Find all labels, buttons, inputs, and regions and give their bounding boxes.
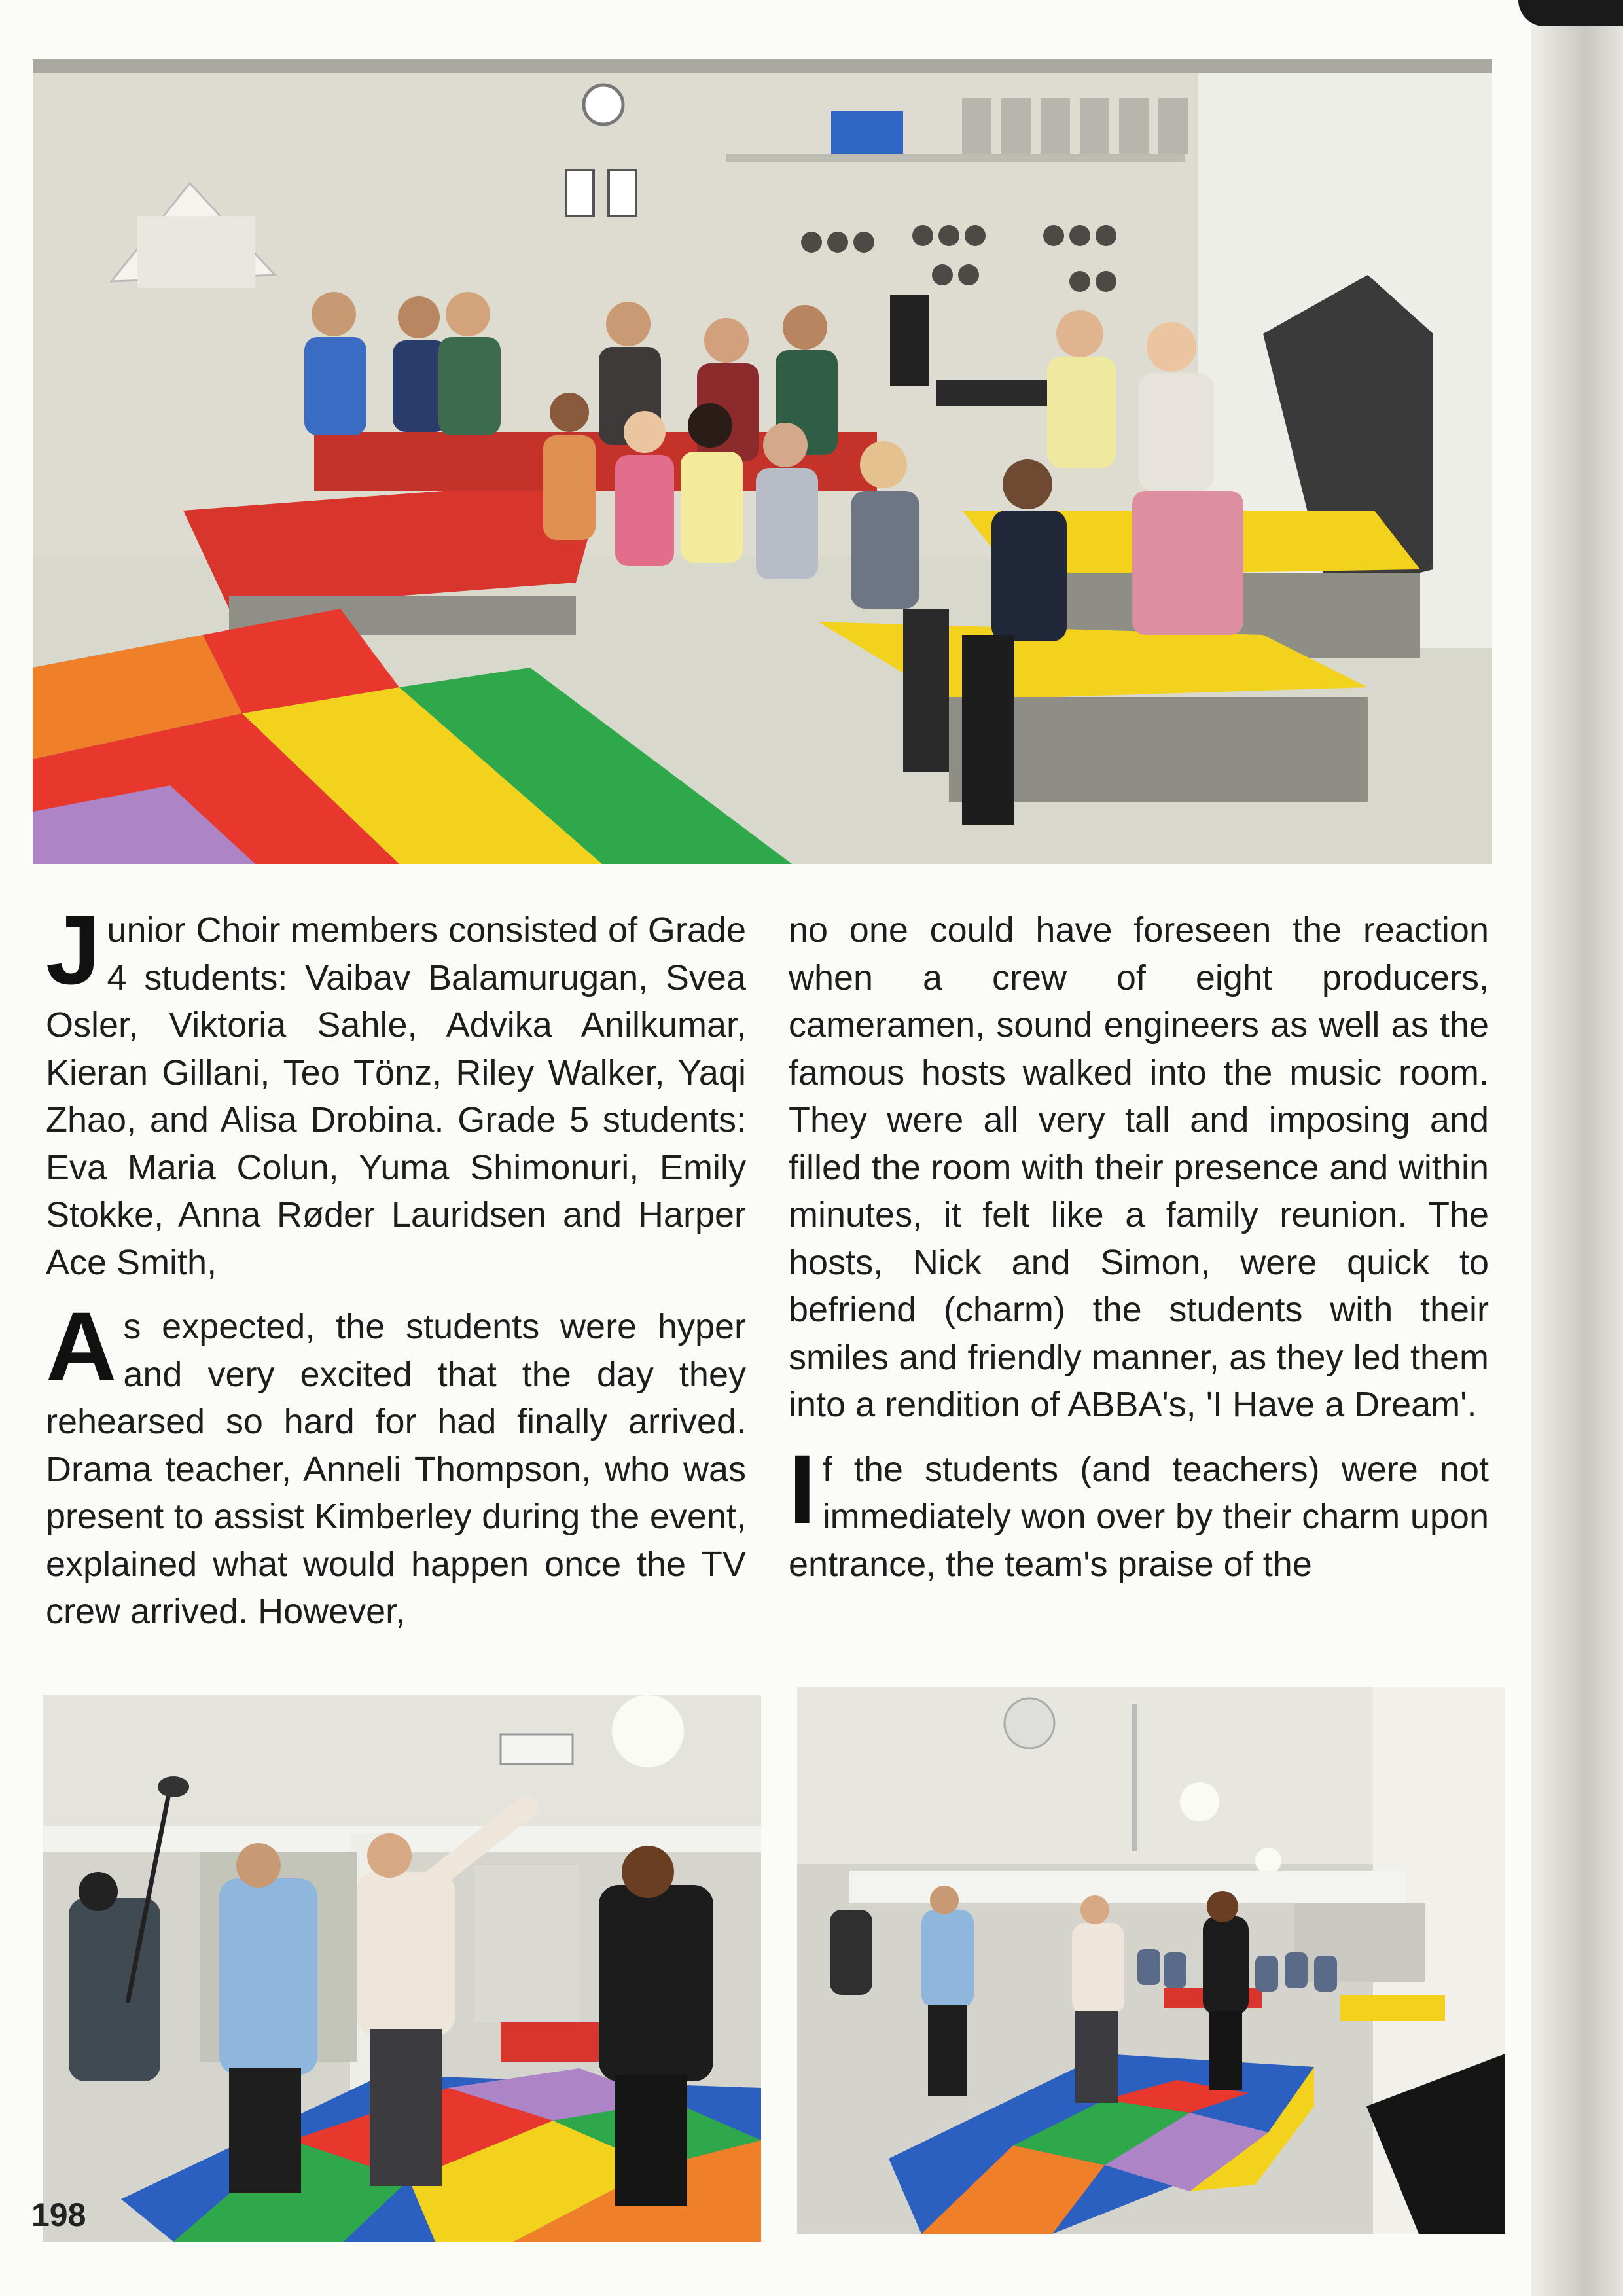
drop-cap: A bbox=[46, 1291, 117, 1401]
paragraph-text: no one could have foreseen the reaction when a crew of eight producers, cameramen, sound engineers as well as the famous hosts walked into the music room. They were all very tall and imposing and filled the room with their presence and within minutes, it felt like a family reunion. The hosts, Nick and Simon, were quick to befriend (charm) the students with their smiles and friendly manner, as they led them into a rendition of ABBA's, 'I Have a Dream'. bbox=[789, 910, 1489, 1424]
article-column-left bbox=[46, 895, 746, 1659]
article-column-right bbox=[789, 906, 1489, 1659]
photo-tv-crew bbox=[43, 1695, 761, 2242]
paragraph-text: f the students (and teachers) were not immediately won over by their charm upon entrance, the team's praise of the bbox=[789, 1449, 1489, 1584]
paragraph-crew-arrival bbox=[789, 906, 1489, 1429]
paragraph-text: unior Choir members consisted of Grade 4 students: Vaibav Balamurugan, Svea Osler, Viktoria Sahle, Advika Anilkumar, Kieran Gillani, Teo Tönz, Riley Walker, Yaqi Zhao, and Alisa Drobina. Grade 5 students: Eva Maria Colun, Yuma Shimonuri, Emily Stokke, Anna Røder Lauridsen and Harper Ace Smith, bbox=[46, 910, 746, 1282]
paragraph-charm bbox=[789, 1433, 1489, 1588]
paragraph-choir-members bbox=[46, 895, 746, 1286]
page-number: 198 bbox=[31, 2197, 86, 2233]
paragraph-excitement bbox=[46, 1291, 746, 1636]
scanner-corner bbox=[1518, 0, 1623, 26]
paragraph-text: s expected, the students were hyper and very excited that the day they rehearsed so hard for had finally arrived. Drama teacher, Anneli Thompson, who was present to assist Kimberley during the event, explained what would happen once the TV crew arrived. However, bbox=[46, 1307, 746, 1631]
photo-hosts-wide-view bbox=[797, 1687, 1505, 2234]
photo-students-on-risers bbox=[33, 59, 1492, 864]
page-spine-shadow bbox=[1531, 0, 1623, 2296]
drop-cap: I bbox=[789, 1433, 816, 1544]
drop-cap: J bbox=[46, 895, 101, 1005]
